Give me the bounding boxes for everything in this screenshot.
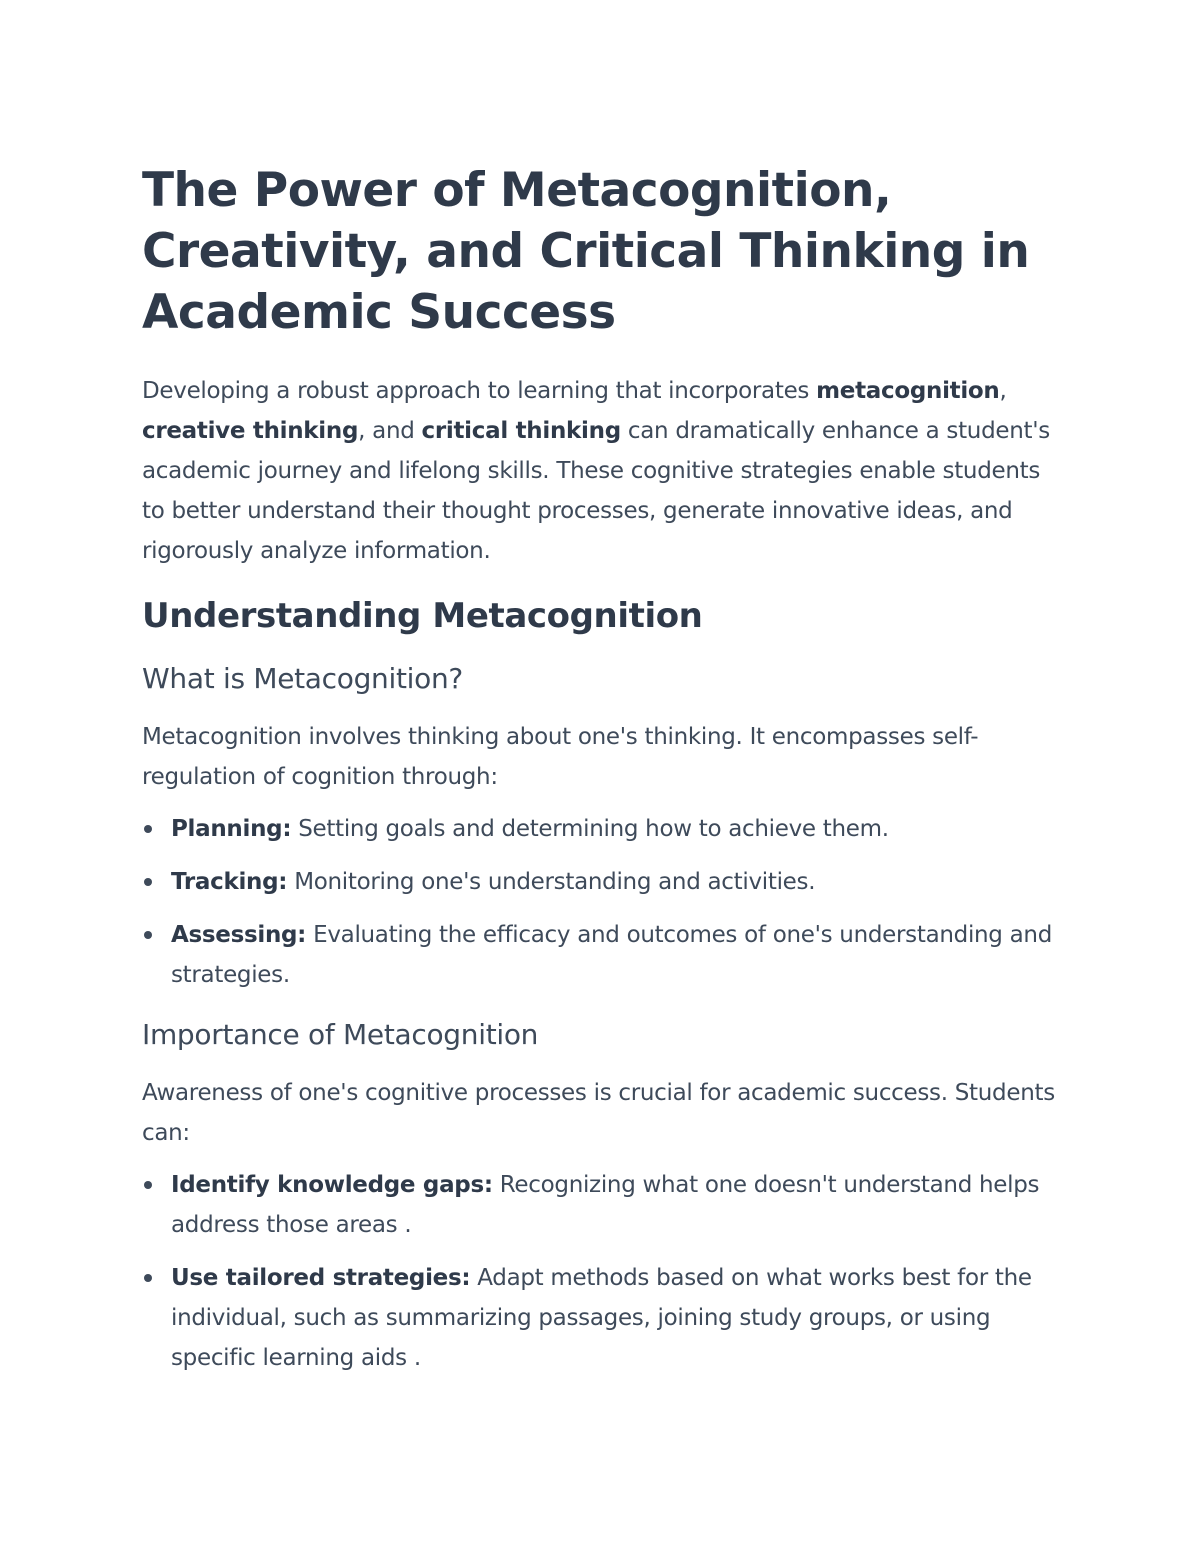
- bullet-icon: [144, 1274, 152, 1282]
- body-paragraph: Metacognition involves thinking about one's thinking. It encompasses self-regulation of cognition through:: [142, 724, 979, 790]
- intro-separator: ,: [999, 378, 1007, 404]
- list-item: [142, 862, 1062, 902]
- list-item-term: Identify knowledge gaps:: [171, 1172, 493, 1198]
- intro-term-critical-thinking: critical thinking: [421, 418, 621, 444]
- bullet-icon: [144, 931, 152, 939]
- list-item-term: Tracking:: [171, 869, 288, 895]
- list-item-term: Planning:: [171, 816, 292, 842]
- list-item-text: Evaluating the efficacy and outcomes of one's understanding and strategies.: [171, 922, 1052, 988]
- bullet-icon: [144, 1181, 152, 1189]
- list-item: [142, 1165, 1062, 1245]
- list-item-term: Use tailored strategies:: [171, 1265, 471, 1291]
- list-item-text: Adapt methods based on what works best for the individual, such as summarizing passages, joining study groups, or using specific learning aids .: [171, 1265, 1032, 1371]
- list-item-term: Assessing:: [171, 922, 307, 948]
- list-item: [142, 1258, 1062, 1378]
- intro-term-metacognition: metacognition: [816, 378, 1000, 404]
- bullet-list: [142, 809, 1062, 995]
- intro-paragraph: [142, 371, 1062, 571]
- subsection-heading: Importance of Metacognition: [142, 1018, 539, 1051]
- bullet-list: [142, 1165, 1062, 1378]
- list-item-text: Monitoring one's understanding and activities.: [287, 869, 816, 895]
- intro-separator: , and: [358, 418, 422, 444]
- bullet-icon: [144, 825, 152, 833]
- list-item-text: Setting goals and determining how to achieve them.: [291, 816, 889, 842]
- intro-text: Developing a robust approach to learning that incorporates: [142, 378, 817, 404]
- document-title: The Power of Metacognition, Creativity, and Critical Thinking in Academic Success: [142, 163, 1030, 340]
- body-paragraph: Awareness of one's cognitive processes is crucial for academic success. Students can:: [142, 1080, 1055, 1146]
- bullet-icon: [144, 878, 152, 886]
- list-item: [142, 915, 1062, 995]
- subsection-heading: What is Metacognition?: [142, 662, 463, 695]
- document-page: [142, 160, 1062, 1391]
- intro-term-creative-thinking: creative thinking: [142, 418, 359, 444]
- list-item-text: Recognizing what one doesn't understand helps address those areas .: [171, 1172, 1040, 1238]
- list-item: [142, 809, 1062, 849]
- intro-text: can dramatically enhance a student's academic journey and lifelong skills. These cognitive strategies enable students to better understand their thought processes, generate innovative ideas, and rigorously analyze information.: [142, 418, 1050, 564]
- section-heading: Understanding Metacognition: [142, 596, 703, 636]
